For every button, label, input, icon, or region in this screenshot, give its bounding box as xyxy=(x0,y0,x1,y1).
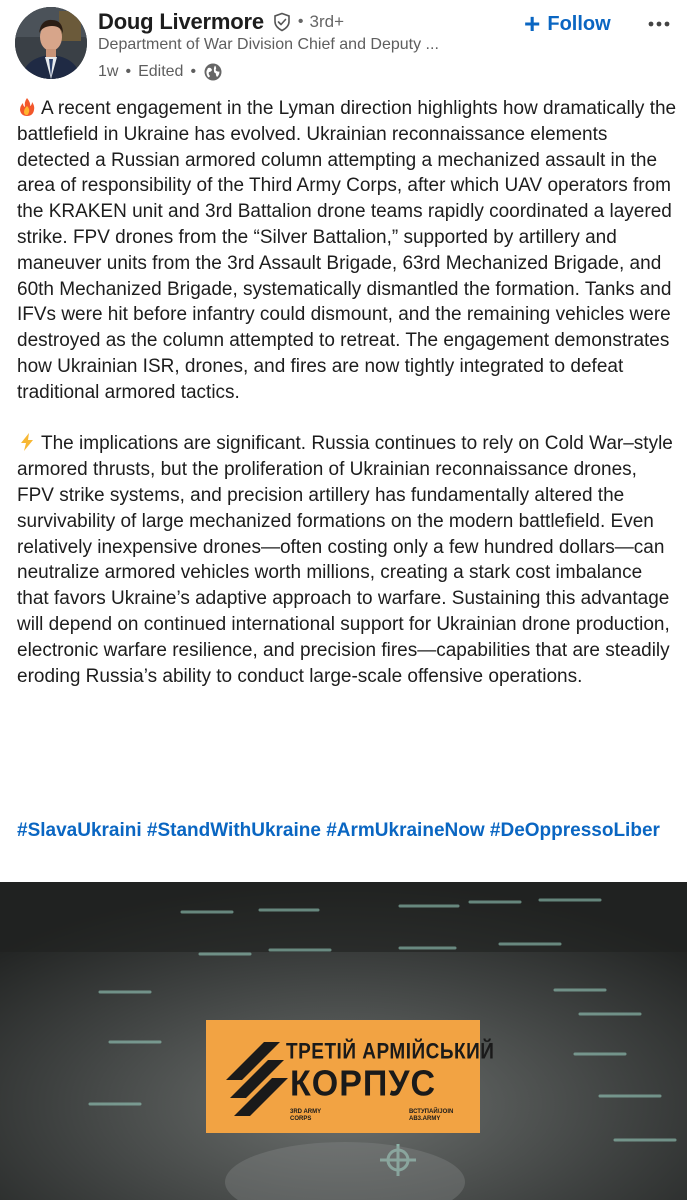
post-paragraph-2 xyxy=(17,431,677,689)
post-media-video[interactable] xyxy=(0,882,687,1200)
lightning-emoji-icon xyxy=(17,432,37,452)
author-name-row xyxy=(98,9,344,35)
follow-label: Follow xyxy=(547,12,611,35)
follow-button[interactable] xyxy=(524,8,611,39)
banner-title-line-1: ТРЕТІЙ АРМІЙСЬКИЙ xyxy=(286,1040,495,1065)
separator-dot: • xyxy=(190,63,197,80)
author-headline: Department of War Division Chief and Deputy ... xyxy=(98,36,439,53)
hashtag-list xyxy=(17,818,677,844)
avatar-photo xyxy=(15,7,87,79)
post-body xyxy=(17,96,677,689)
banner-caption-right: ВСТУПАЙ/JOIN AB3.ARMY xyxy=(409,1109,454,1122)
separator-dot: • xyxy=(297,13,304,30)
post-time: 1w xyxy=(98,63,119,80)
more-horizontal-icon[interactable] xyxy=(645,10,673,38)
separator-dot: • xyxy=(125,63,132,80)
post-header xyxy=(0,0,687,92)
hashtag-link[interactable]: #DeOppressoLiber xyxy=(489,820,660,841)
hashtag-link[interactable]: #SlavaUkraini xyxy=(17,820,142,841)
banner-title-line-2: КОРПУС xyxy=(290,1064,437,1104)
post-meta xyxy=(98,62,223,82)
plus-icon: + xyxy=(524,8,541,39)
post-paragraph-1 xyxy=(17,96,677,406)
author-name[interactable]: Doug Livermore xyxy=(98,9,264,34)
paragraph-2-text: The implications are significant. Russia continues to rely on Cold War–style armored thrusts, but the proliferation of Ukrainian reconnaissance drones, FPV strike systems, and precision artillery has fundamentally altered the survivability of large mechanized formations on the modern battlefield. Even relatively inexpensive drones—often costing only a few hundred dollars—can neutralize armored vehicles worth millions, creating a stark cost imbalance that favors Ukraine’s adaptive approach to warfare. Sustaining this advantage will depend on continued international support for Ukrainian drone production, electronic warfare resilience, and precision fires—capabilities that are steadily eroding Russia’s ability to conduct large-scale offensive operations. xyxy=(17,433,673,687)
paragraph-1-text: A recent engagement in the Lyman direction highlights how dramatically the battlefield in Ukraine has evolved. Ukrainian reconnaissance elements detected a Russian armored column attempting a mechanized assault in the area of responsibility of the Third Army Corps, after which UAV operators from the KRAKEN unit and 3rd Battalion drone teams rapidly coordinated a layered strike. FPV drones from the “Silver Battalion,” supported by artillery and maneuver units from the 3rd Assault Brigade, 63rd Mechanized Brigade, and 60th Mechanized Brigade, systematically dismantled the formation. Tanks and IFVs were hit before infantry could dismount, and the remaining vehicles were destroyed as the column attempted to retreat. The engagement demonstrates how Ukrainian ISR, drones, and fires are now tightly integrated to defeat traditional armored tactics. xyxy=(17,98,677,403)
hashtag-link[interactable]: #ArmUkraineNow xyxy=(326,820,485,841)
globe-icon xyxy=(203,62,223,82)
verified-shield-icon xyxy=(272,12,292,32)
banner-caption-left: 3RD ARMY CORPS xyxy=(290,1109,322,1122)
fire-emoji-icon xyxy=(17,97,37,117)
hashtag-link[interactable]: #StandWithUkraine xyxy=(146,820,321,841)
corps-banner xyxy=(206,1020,495,1133)
avatar[interactable] xyxy=(15,7,87,79)
connection-degree: 3rd+ xyxy=(309,12,345,31)
edited-label: Edited xyxy=(138,63,184,80)
